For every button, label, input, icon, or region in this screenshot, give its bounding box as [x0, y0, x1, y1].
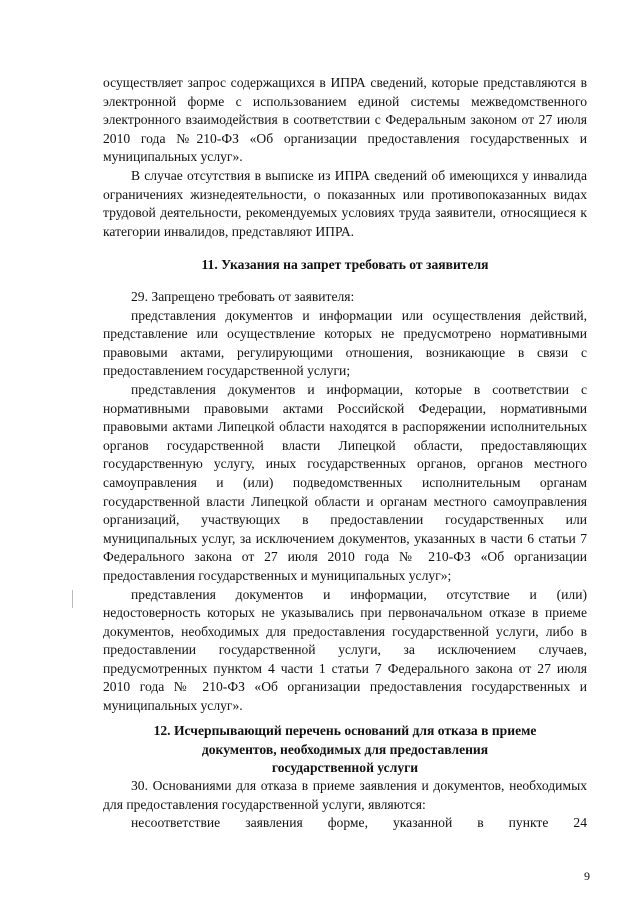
section-11-intro: 29. Запрещено требовать от заявителя:	[131, 289, 355, 304]
section-12-heading-line: документов, необходимых для предоставления	[201, 741, 489, 757]
margin-mark	[72, 590, 73, 608]
top-text	[103, 74, 587, 241]
section-12-heading-line: государственной услуги	[271, 760, 419, 776]
section-12-last-line: несоответствие заявления форме, указанной в пункте 24	[131, 815, 587, 831]
section-12-body	[103, 777, 587, 833]
section-11-heading-block	[103, 256, 587, 275]
section-11-heading: 11. Указания на запрет требовать от заявителя	[201, 257, 489, 272]
section-12-heading-block	[103, 722, 587, 778]
paragraph-continuation: осуществляет запрос содержащихся в ИПРА сведений, которые представляются в электронной форме с использованием единой системы межведомственного электронного взаимодействия в соответствии с Федеральным законом от 27 июля 2010 года №210-ФЗ «Об организации предоставления государственных и муниципальных услуг».	[103, 75, 587, 165]
page-number: 9	[584, 869, 590, 883]
section-11-item: представления документов и информации или осуществления действий, представление или осуществление которых не предусмотрено нормативными правовыми актами, регулирующими отношения, возникающие в связи с предоставлением государственной услуги;	[103, 307, 587, 379]
section-12-heading-line: 12. Исчерпывающий перечень оснований для отказа в приеме	[153, 723, 537, 738]
section-11-item: представления документов и информации, отсутствие и (или) недостоверность которых не указывались при первоначальном отказе в приеме документов, необходимых для предоставления государственной услуги, либо в предоставлении государственной услуги, за исключением случаев, предусмотренных пунктом 4 части 1 статьи 7 Федерального закона от 27 июля 2010 года № 210-ФЗ «Об организации предоставления государственных и муниципальных услуг».	[103, 586, 587, 714]
section-12-paragraph: 30. Основаниями для отказа в приеме заявления и документов, необходимых для предоставления государственной услуги, являются:	[103, 778, 587, 812]
paragraph-ipra: В случае отсутствия в выписке из ИПРА сведений об имеющихся у инвалида ограничениях жизнедеятельности, о показанных или противопоказанных видах трудовой деятельности, рекомендуемых условиях труда заявители, относящиеся к категории инвалидов, представляют ИПРА.	[103, 167, 587, 239]
section-11-item: представления документов и информации, которые в соответствии с нормативными правовыми актами Российской Федерации, нормативными правовыми актами Липецкой области находятся в распоряжении исполнительных органов государственной власти Липецкой области, предоставляющих государственную услугу, иных государственных органов, органов местного самоуправления и (или) подведомственных исполнительным органам государственной власти Липецкой области и органам местного самоуправления организаций, участвующих в предоставлении государственных или муниципальных услуг, за исключением документов, указанных в части 6 статьи 7 Федерального закона от 27 июля 2010 года № 210-ФЗ «Об организации предоставления государственных и муниципальных услуг»;	[103, 381, 587, 583]
section-11-body	[103, 288, 587, 716]
